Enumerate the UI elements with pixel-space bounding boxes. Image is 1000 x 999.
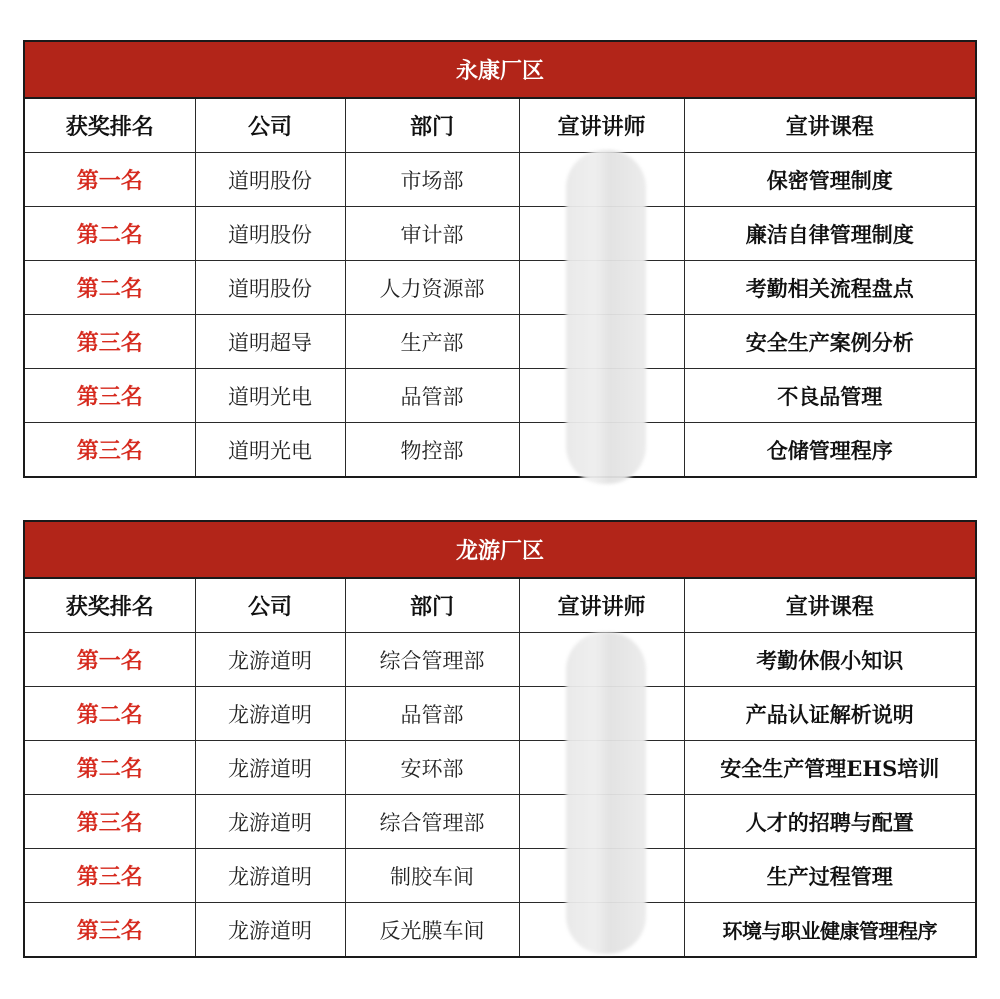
course-cell: 仓储管理程序 [684,423,976,478]
department-cell: 市场部 [345,153,519,207]
company-cell: 道明超导 [195,315,345,369]
header-speaker: 宣讲讲师 [519,578,684,633]
course-cell: 环境与职业健康管理程序 [684,903,976,958]
header-course: 宣讲课程 [684,578,976,633]
speaker-redaction-blur [566,150,646,484]
course-cell: 安全生产管理EHS培训 [684,741,976,795]
header-speaker: 宣讲讲师 [519,98,684,153]
table-row [24,261,976,315]
rank-cell: 第三名 [24,369,195,423]
course-cell: 人才的招聘与配置 [684,795,976,849]
department-cell: 生产部 [345,315,519,369]
header-company: 公司 [195,578,345,633]
course-cell: 生产过程管理 [684,849,976,903]
table-row [24,795,976,849]
header-row [24,578,976,633]
rank-cell: 第三名 [24,423,195,478]
header-course: 宣讲课程 [684,98,976,153]
table-row [24,903,976,958]
rank-cell: 第三名 [24,795,195,849]
company-cell: 道明股份 [195,153,345,207]
section-title: 龙游厂区 [24,521,976,578]
course-cell: 廉洁自律管理制度 [684,207,976,261]
course-cell: 不良品管理 [684,369,976,423]
table-row [24,849,976,903]
company-cell: 道明光电 [195,369,345,423]
company-cell: 龙游道明 [195,903,345,958]
yongkang-award-table [23,40,975,478]
rank-cell: 第二名 [24,207,195,261]
rank-cell: 第二名 [24,261,195,315]
table-row [24,687,976,741]
course-cell: 产品认证解析说明 [684,687,976,741]
department-cell: 安环部 [345,741,519,795]
header-department: 部门 [345,98,519,153]
speaker-redaction-blur [566,632,646,954]
company-cell: 道明光电 [195,423,345,478]
rank-cell: 第一名 [24,633,195,687]
course-cell: 安全生产案例分析 [684,315,976,369]
course-cell: 保密管理制度 [684,153,976,207]
company-cell: 道明股份 [195,261,345,315]
rank-cell: 第二名 [24,741,195,795]
company-cell: 龙游道明 [195,849,345,903]
header-row [24,98,976,153]
rank-cell: 第二名 [24,687,195,741]
company-cell: 龙游道明 [195,741,345,795]
award-table [23,40,977,478]
department-cell: 反光膜车间 [345,903,519,958]
header-department: 部门 [345,578,519,633]
header-rank: 获奖排名 [24,98,195,153]
table-row [24,207,976,261]
company-cell: 道明股份 [195,207,345,261]
table-row [24,741,976,795]
department-cell: 审计部 [345,207,519,261]
rank-cell: 第三名 [24,315,195,369]
table-row [24,369,976,423]
table-row [24,315,976,369]
table-row [24,153,976,207]
department-cell: 品管部 [345,369,519,423]
rank-cell: 第一名 [24,153,195,207]
company-cell: 龙游道明 [195,633,345,687]
award-table [23,520,977,958]
table-row [24,423,976,478]
course-cell: 考勤相关流程盘点 [684,261,976,315]
department-cell: 人力资源部 [345,261,519,315]
rank-cell: 第三名 [24,849,195,903]
table-row [24,633,976,687]
department-cell: 综合管理部 [345,633,519,687]
company-cell: 龙游道明 [195,795,345,849]
header-company: 公司 [195,98,345,153]
company-cell: 龙游道明 [195,687,345,741]
department-cell: 制胶车间 [345,849,519,903]
department-cell: 综合管理部 [345,795,519,849]
longyou-award-table [23,520,975,958]
department-cell: 物控部 [345,423,519,478]
header-rank: 获奖排名 [24,578,195,633]
course-cell: 考勤休假小知识 [684,633,976,687]
department-cell: 品管部 [345,687,519,741]
section-title: 永康厂区 [24,41,976,98]
rank-cell: 第三名 [24,903,195,958]
